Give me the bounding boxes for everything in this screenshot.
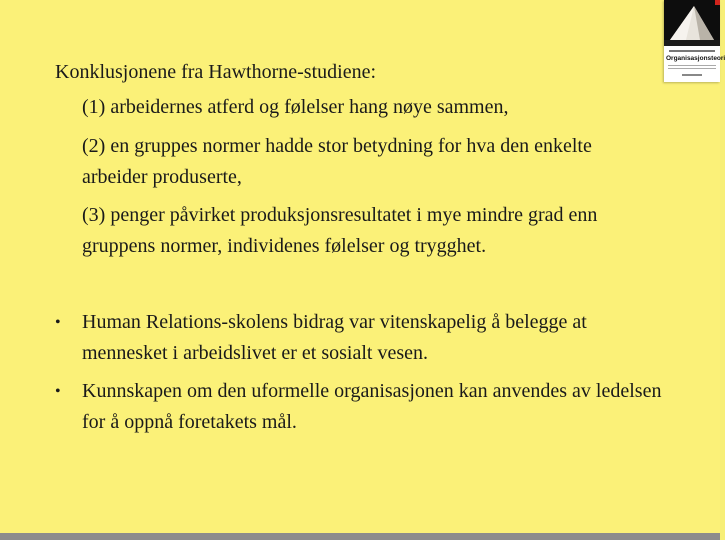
cover-title: Organisasjonsteori [666, 55, 725, 62]
finding-1: (1) arbeidernes atferd og følelser hang nøye sammen, [82, 96, 509, 118]
book-cover-thumbnail [664, 0, 725, 82]
slide-footer-bar [0, 533, 720, 540]
bullet-text: Kunnskapen om den uformelle organisasjonen kan anvendes av ledelsen for å oppnå foretakets mål. [82, 380, 662, 433]
cover-artwork [664, 0, 720, 46]
cover-subtitle-line [668, 68, 716, 69]
slide-heading: Konklusjonene fra Hawthorne-studiene: [55, 61, 377, 83]
cover-accent-mark [715, 0, 720, 5]
bullet-marker: • [55, 383, 61, 400]
cover-author-line [669, 50, 715, 52]
bullet-marker: • [55, 314, 61, 331]
finding-3: (3) penger påvirket produksjonsresultatet i mye mindre grad enn gruppens normer, individenes følelser og trygghet. [82, 204, 598, 257]
finding-2: (2) en gruppes normer hadde stor betydning for hva den enkelte arbeider produserte, [82, 135, 592, 188]
mountain-icon [664, 0, 720, 46]
bullet-text: Human Relations-skolens bidrag var vitenskapelig å belegge at mennesket i arbeidslivet er et sosialt vesen. [82, 311, 587, 364]
cover-publisher-line [682, 74, 702, 76]
cover-divider [668, 65, 716, 66]
